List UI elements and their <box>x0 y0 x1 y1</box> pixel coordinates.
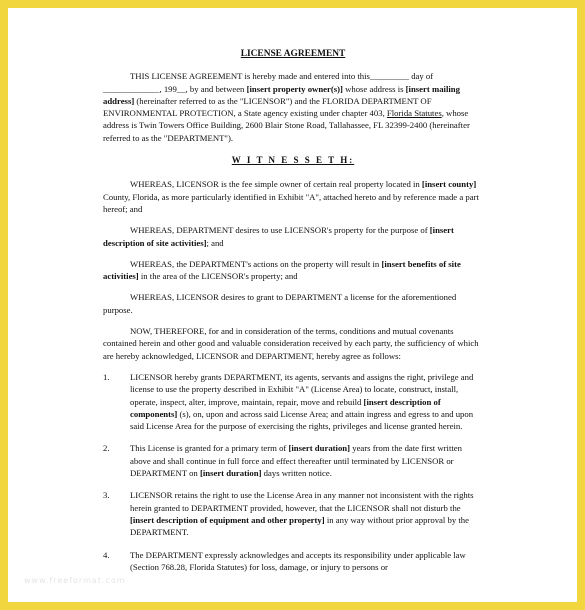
placeholder-mailing-address: [insert mailing address] <box>103 83 460 106</box>
numbered-clause <box>103 371 483 432</box>
intro-text: whose address is <box>342 83 406 94</box>
numbered-clause <box>103 489 483 538</box>
recital-text: WHEREAS, LICENSOR desires to grant to DEPARTMENT a license for the aforementioned purpose. <box>103 292 457 315</box>
recital-text: WHEREAS, DEPARTMENT desires to use LICENSOR's property for the purpose of <box>130 225 430 236</box>
intro-paragraph <box>103 70 483 144</box>
placeholder-county: [insert county] <box>421 179 477 190</box>
recital-paragraph <box>103 291 483 316</box>
placeholder-duration: [insert duration] <box>199 468 262 479</box>
clause-number: 4. <box>103 549 110 560</box>
document-page <box>8 8 577 602</box>
now-therefore-paragraph: NOW, THEREFORE, for and in consideration of the terms, conditions and mutual covenants contained herein and other good and valuable consideration received by each party, the sufficiency of which are hereby acknowledged, LICENSOR and DEPARTMENT, hereby agree as follows: <box>103 326 479 361</box>
recital-text: in the area of the LICENSOR's property; and <box>138 271 298 282</box>
date-blank: _________ <box>369 71 410 82</box>
clause-text: This License is granted for a primary term of <box>130 443 289 454</box>
month-blank: _____________ <box>103 83 160 94</box>
document-title: LICENSE AGREEMENT <box>240 49 346 59</box>
clause-text: LICENSOR hereby grants DEPARTMENT, its agents, servants and assigns the right, privilege and license to use the property described in Exhibit "A" (License Area) to locate, construct, install, operate, inspect, alter, improve, maintain, repair, move and rebuild <box>130 371 474 407</box>
recital-paragraph <box>103 178 483 215</box>
clause-text: years from the date first written above and shall continue in full force and effect thereafter until terminated by LICENSOR or DEPARTMENT on <box>130 443 462 479</box>
placeholder-site-activities: [insert description of site activities] <box>103 225 454 248</box>
placeholder-components: [insert description of components] <box>130 396 441 419</box>
clause-text: days written notice. <box>261 468 332 479</box>
statutes-reference: Florida Statutes <box>386 108 442 119</box>
placeholder-equipment: [insert description of equipment and other property] <box>130 514 325 525</box>
clause-text: (s), on, upon and across said License Area; and attain ingress and egress to and upon said License Area for the purpose of exercising the rights, privileges and license granted herein. <box>130 408 474 432</box>
placeholder-property-owner: [insert property owner(s)] <box>246 83 343 94</box>
clause-number: 3. <box>103 490 110 501</box>
intro-text: day of <box>409 71 434 82</box>
intro-text: (hereinafter referred to as the "LICENSOR") and the FLORIDA DEPARTMENT OF ENVIRONMENTAL PROTECTION, a State agency existing under chapter 403, <box>103 95 432 119</box>
placeholder-duration: [insert duration] <box>288 443 351 454</box>
document-body <box>103 48 483 583</box>
intro-text: , whose address is Twin Towers Office Building, 2600 Blair Stone Road, Tallahassee, FL 32399-2400 (hereinafter referred to as the "DEPARTMENT"). <box>103 108 470 143</box>
clause-number: 2. <box>103 443 110 454</box>
recital-paragraph <box>103 224 483 249</box>
intro-text: THIS LICENSE AGREEMENT is hereby made and entered into this <box>130 71 370 82</box>
watermark: www.freeformat.com <box>24 576 126 585</box>
recital-text: WHEREAS, the DEPARTMENT's actions on the property will result in <box>130 258 382 269</box>
recital-text: County, Florida, as more particularly identified in Exhibit "A", attached hereto and by reference made a part hereof; and <box>103 191 479 214</box>
clause-number: 1. <box>103 371 110 382</box>
clause-text: LICENSOR retains the right to use the License Area in any manner not inconsistent with the rights herein granted to DEPARTMENT provided, however, that the LICENSOR shall not disturb the <box>130 490 474 513</box>
recital-paragraph <box>103 258 483 283</box>
numbered-clause <box>103 442 483 479</box>
placeholder-benefits: [insert benefits of site activities] <box>103 258 461 282</box>
recital-text: WHEREAS, LICENSOR is the fee simple owner of certain real property located in <box>130 179 422 190</box>
recital-text: ; and <box>206 237 224 248</box>
clause-text: The DEPARTMENT expressly acknowledges and accepts its responsibility under applicable law (Section 768.28, Florida Statutes) for loss, damage, or injury to persons or <box>130 549 466 572</box>
witnesseth-heading: W I T N E S S E T H: <box>231 155 355 166</box>
intro-text: , 199__, by and between <box>159 83 247 94</box>
numbered-clause <box>103 549 483 574</box>
clause-text: in any way without prior approval by the DEPARTMENT. <box>130 514 469 538</box>
